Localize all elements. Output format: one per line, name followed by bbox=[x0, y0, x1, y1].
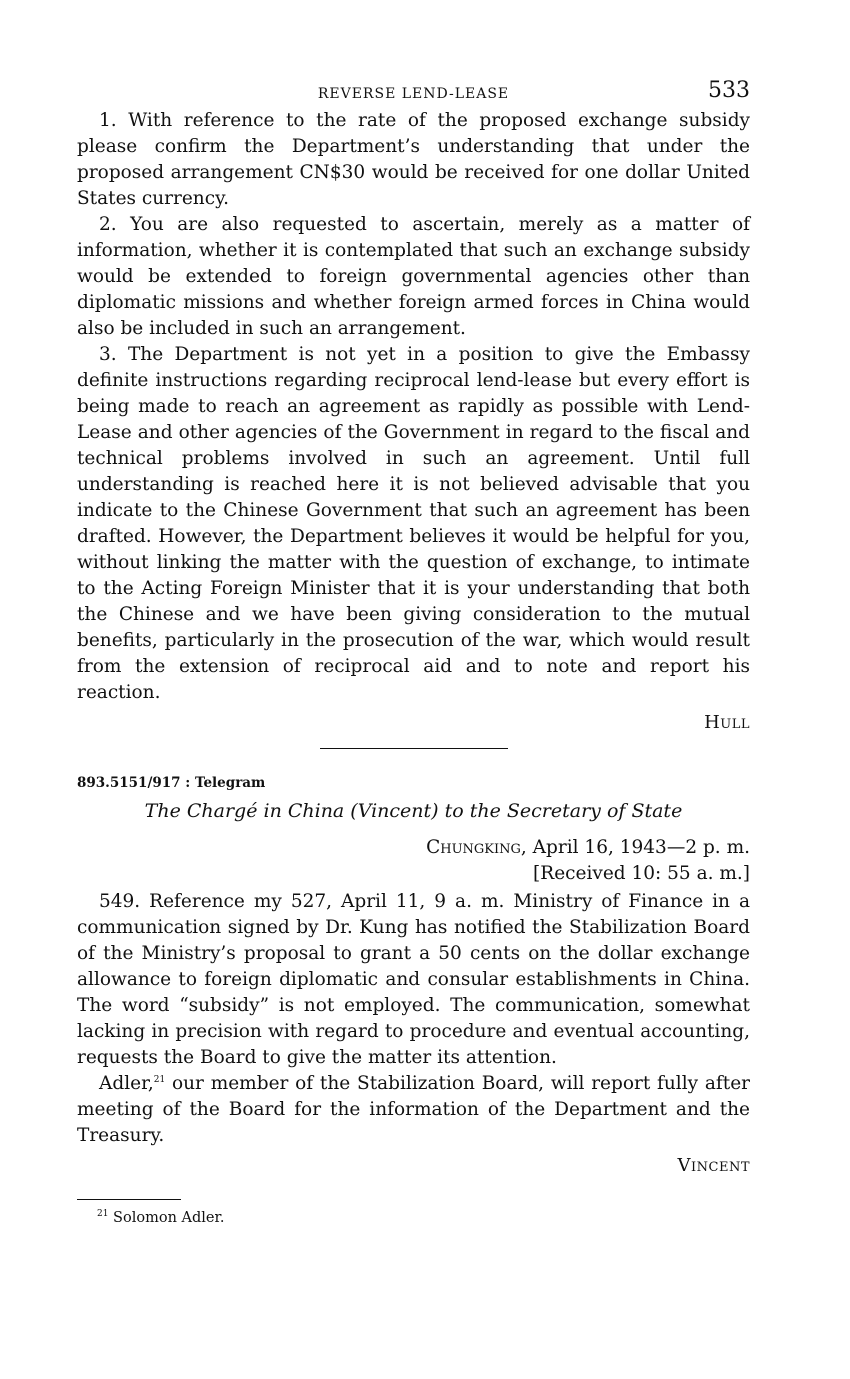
paragraph-2-rest: our member of the Stabilization Board, will report fully after meeting of the Board for the information of the Department and the Treasury. bbox=[77, 1073, 750, 1146]
signature-hull: Hull bbox=[704, 712, 750, 733]
section-divider bbox=[320, 748, 508, 749]
footnote-reference: 21 bbox=[153, 1074, 166, 1085]
received-line: [Received 10: 55 a. m.] bbox=[533, 863, 750, 884]
dateline bbox=[77, 835, 750, 861]
paragraph-2-start: Adler, bbox=[99, 1073, 154, 1094]
telegram-paragraph-2 bbox=[77, 1071, 750, 1149]
footnote bbox=[77, 1208, 750, 1228]
footnote-marker: 21 bbox=[97, 1209, 109, 1220]
signature-vincent: Vincent bbox=[677, 1155, 750, 1176]
paragraph-2: 2. You are also requested to ascertain, merely as a matter of information, whether it is contemplated that such an exchange subsidy would be extended to foreign governmental agencies other than diplomatic missions and whether foreign armed forces in China would also be included in such an arrangement. bbox=[77, 214, 750, 339]
telegram-paragraph-1: 549. Reference my 527, April 11, 9 a. m. Ministry of Finance in a communication signed by Dr. Kung has notified the Stabilization Board of the Ministry’s proposal to grant a 50 cents on the dollar exchange allowance to foreign diplomatic and consular establishments in China. The word “subsidy” is not employed. The communication, somewhat lacking in precision with regard to procedure and eventual accounting, requests the Board to give the matter its attention. bbox=[77, 891, 750, 1068]
paragraph-3: 3. The Department is not yet in a position to give the Embassy definite instructions regarding reciprocal lend-lease but every effort is being made to reach an agreement as rapidly as possible with Lend-Lease and other agencies of the Government in regard to the fiscal and technical problems involved in such an agreement. Until full understanding is reached here it is not believed advisable that you indicate to the Chinese Government that such an agreement has been drafted. However, the Department believes it would be helpful for you, without linking the matter with the question of exchange, to intimate to the Acting Foreign Minister that it is your understanding that both the Chinese and we have been giving consideration to the mutual benefits, particularly in the prosecution of the war, which would result from the extension of reciprocal aid and to note and report his reaction. bbox=[77, 344, 750, 703]
document-page bbox=[77, 74, 750, 1228]
document-title: The Chargé in China (Vincent) to the Secretary of State bbox=[144, 800, 683, 822]
page-number: 533 bbox=[708, 78, 750, 103]
file-code: 893.5151/917 : Telegram bbox=[77, 775, 266, 791]
paragraph-1: 1. With reference to the rate of the proposed exchange subsidy please confirm the Department’s understanding that under the proposed arrangement CN$30 would be received for one dollar United States currency. bbox=[77, 110, 750, 209]
running-title: REVERSE LEND-LEASE bbox=[317, 86, 510, 102]
footnote-rule bbox=[77, 1199, 181, 1200]
page-header bbox=[77, 74, 750, 108]
footnote-text: Solomon Adler. bbox=[108, 1210, 225, 1226]
dateline-place: Chungking, bbox=[426, 837, 527, 858]
dateline-date: April 16, 1943—2 p. m. bbox=[532, 837, 750, 858]
